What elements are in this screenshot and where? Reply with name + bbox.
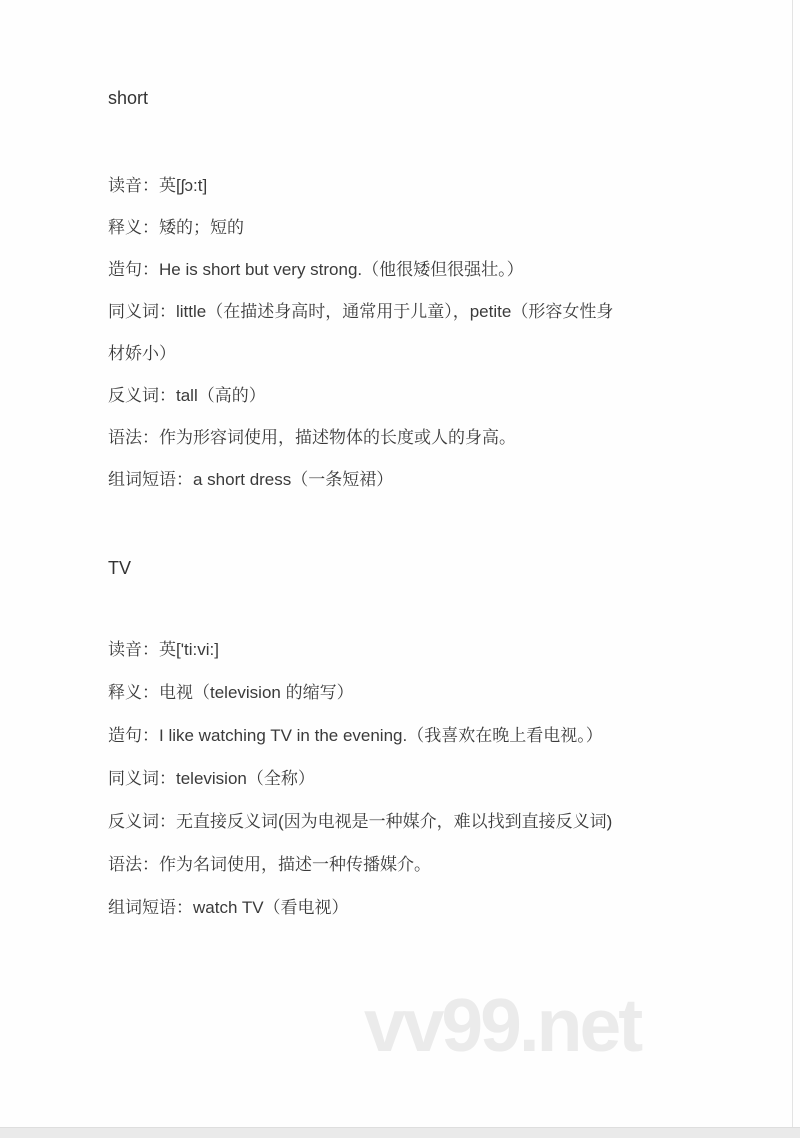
page-right-edge: [792, 0, 793, 1128]
entry-definition-line: 释义：电视（television 的缩写）: [108, 683, 354, 702]
entry-phrase-line: 组词短语：watch TV（看电视）: [108, 898, 349, 917]
entry-antonym-line: 反义词：无直接反义词(因为电视是一种媒介，难以找到直接反义词): [108, 812, 613, 831]
entry-headword: TV: [108, 558, 132, 578]
entry-antonym-line: 反义词：tall（高的）: [108, 386, 266, 405]
entry-headword: short: [108, 88, 149, 108]
entry-grammar-line: 语法：作为形容词使用，描述物体的长度或人的身高。: [108, 428, 516, 447]
entry-synonym-line: 同义词：television（全称）: [108, 769, 315, 788]
entry-phrase-line: 组词短语：a short dress（一条短裙）: [108, 470, 394, 489]
entry-definition-line: 释义：矮的；短的: [108, 218, 244, 237]
entry-grammar-line: 语法：作为名词使用，描述一种传播媒介。: [108, 855, 431, 874]
document-content: [108, 0, 748, 939]
entry-pronunciation-line: 读音：英['ti:vi:]: [108, 640, 219, 659]
entry-synonym-line-wrap: 材娇小）: [108, 344, 176, 363]
entry-example-line: 造句：I like watching TV in the evening.（我喜欢在晚上看电视。）: [108, 726, 603, 745]
vocab-entry-short: [108, 86, 748, 492]
vocab-entry-tv: [108, 556, 748, 920]
entry-synonym-line: 同义词：little（在描述身高时，通常用于儿童），petite（形容女性身: [108, 302, 614, 321]
entry-pronunciation-line: 读音：英[ʃɔ:t]: [108, 176, 208, 195]
page-bottom-edge: [0, 1127, 800, 1138]
site-watermark: vv99.net: [364, 983, 641, 1067]
entry-example-line: 造句：He is short but very strong.（他很矮但很强壮。）: [108, 260, 524, 279]
